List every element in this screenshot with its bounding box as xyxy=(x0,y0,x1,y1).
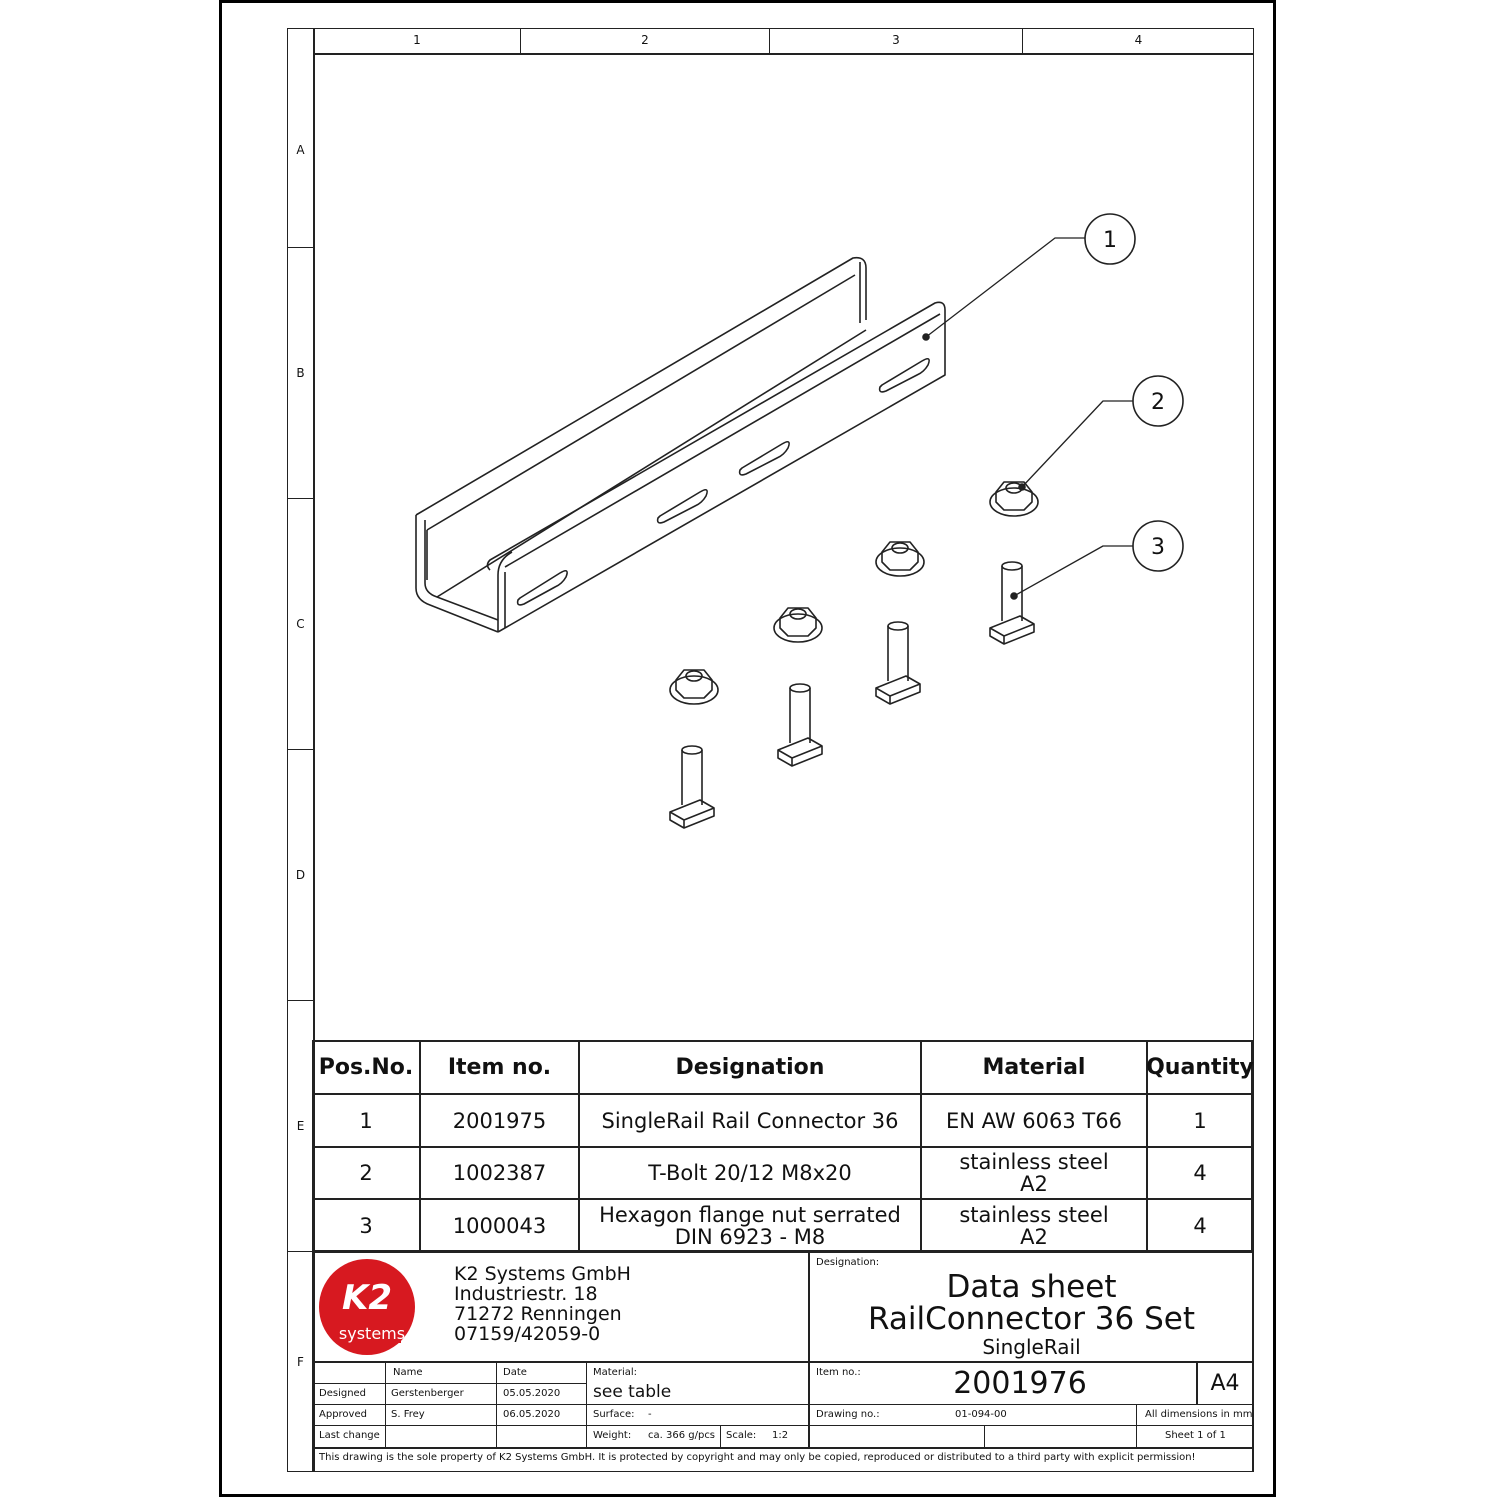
bom-row-2-qty: 4 xyxy=(1193,1161,1207,1185)
zone-row-f: F xyxy=(297,1355,304,1369)
bom-row-3-pos: 3 xyxy=(359,1213,373,1238)
logo-text-k2: K2 xyxy=(341,1278,393,1318)
logo-text-systems: systems xyxy=(338,1324,406,1343)
designed-date: 05.05.2020 xyxy=(503,1388,561,1399)
bom-row-1-item: 2001975 xyxy=(452,1108,547,1133)
zone-col-2: 2 xyxy=(521,28,770,53)
bom-row-3-item: 1000043 xyxy=(452,1213,547,1238)
approved-label: Approved xyxy=(319,1409,367,1420)
company-street: Industriestr. 18 xyxy=(454,1283,598,1305)
name-label: Name xyxy=(393,1367,423,1378)
designed-label: Designed xyxy=(319,1388,367,1399)
zone-row-d: D xyxy=(287,750,314,1001)
bom-row-3-material: stainless steel A2 xyxy=(959,1202,1109,1249)
k2-logo xyxy=(317,1257,417,1357)
surface-value: - xyxy=(648,1409,652,1420)
rail-connector-part xyxy=(416,258,945,632)
bom-row-2-designation: T-Bolt 20/12 M8x20 xyxy=(648,1161,852,1185)
leader-dot-2 xyxy=(1019,484,1025,490)
bom-row-1-material: EN AW 6063 T66 xyxy=(946,1108,1122,1133)
bom-row-1-designation: SingleRail Rail Connector 36 xyxy=(601,1108,899,1133)
copyright-notice: This drawing is the sole property of K2 Systems GmbH. It is protected by copyright and may only be copied, reproduced or distributed to a third party with explicit permission! xyxy=(319,1452,1196,1463)
bom-row-2-pos: 2 xyxy=(359,1161,373,1185)
balloon-2: 2 xyxy=(1151,390,1165,415)
zone-row-a: A xyxy=(287,53,314,248)
leader-lines xyxy=(926,238,1134,596)
hex-nuts xyxy=(670,482,1038,704)
sheet-number: Sheet 1 of 1 xyxy=(1165,1430,1226,1441)
material-label: Material: xyxy=(593,1367,637,1378)
bom-header-pos: Pos.No. xyxy=(318,1054,414,1080)
bom-row-1-qty: 1 xyxy=(1193,1108,1207,1133)
item-no-label: Item no.: xyxy=(816,1367,861,1378)
designation-label: Designation: xyxy=(816,1257,880,1268)
zone-col-3: 3 xyxy=(770,28,1023,53)
approved-name: S. Frey xyxy=(391,1409,425,1420)
title-line-2: RailConnector 36 Set xyxy=(867,1300,1196,1337)
weight-value: ca. 366 g/pcs xyxy=(648,1430,716,1441)
bom-header-item: Item no. xyxy=(447,1054,552,1080)
bom-row-3-designation: Hexagon flange nut serrated DIN 6923 - M8 xyxy=(599,1202,901,1249)
bom-header-quantity: Quantity xyxy=(1146,1054,1254,1080)
bom-header-designation: Designation xyxy=(675,1054,825,1080)
dimensions-note: All dimensions in mm xyxy=(1145,1409,1253,1420)
zone-row-b: B xyxy=(287,248,314,499)
bom-row-1-pos: 1 xyxy=(359,1108,373,1133)
scale-value: 1:2 xyxy=(772,1430,789,1441)
title-line-1: Data sheet xyxy=(946,1268,1117,1305)
material-value: see table xyxy=(593,1382,672,1402)
title-line-3: SingleRail xyxy=(982,1334,1081,1359)
company-phone: 07159/42059-0 xyxy=(454,1323,601,1345)
bom-row-2-item: 1002387 xyxy=(452,1161,547,1185)
designed-name: Gerstenberger xyxy=(391,1388,464,1399)
bom-row-2-material: stainless steel A2 xyxy=(959,1150,1109,1196)
item-no-value: 2001976 xyxy=(953,1365,1087,1401)
date-label: Date xyxy=(503,1367,527,1378)
surface-label: Surface: xyxy=(593,1409,635,1420)
paper-format: A4 xyxy=(1210,1370,1240,1396)
zone-row-e: E xyxy=(287,1001,314,1252)
zone-col-1: 1 xyxy=(314,28,521,53)
weight-label: Weight: xyxy=(593,1430,632,1441)
drawing-no-label: Drawing no.: xyxy=(816,1409,880,1420)
zone-row-c: C xyxy=(287,499,314,750)
assembly-drawing xyxy=(314,54,1254,1040)
bom-header-material: Material xyxy=(982,1054,1086,1080)
approved-date: 06.05.2020 xyxy=(503,1409,561,1420)
company-city: 71272 Renningen xyxy=(454,1303,622,1325)
drawing-title xyxy=(810,1268,1253,1361)
last-change-label: Last change xyxy=(319,1430,380,1441)
leader-dot-1 xyxy=(923,334,929,340)
zone-col-4: 4 xyxy=(1134,33,1143,47)
t-bolts xyxy=(670,562,1034,828)
drawing-no-value: 01-094-00 xyxy=(955,1409,1007,1420)
leader-dot-3 xyxy=(1011,593,1017,599)
company-address xyxy=(454,1264,631,1344)
scale-label: Scale: xyxy=(726,1430,757,1441)
balloon-3: 3 xyxy=(1151,535,1165,560)
balloon-1: 1 xyxy=(1103,228,1117,253)
company-name: K2 Systems GmbH xyxy=(454,1263,631,1285)
bom-row-3-qty: 4 xyxy=(1193,1213,1207,1238)
